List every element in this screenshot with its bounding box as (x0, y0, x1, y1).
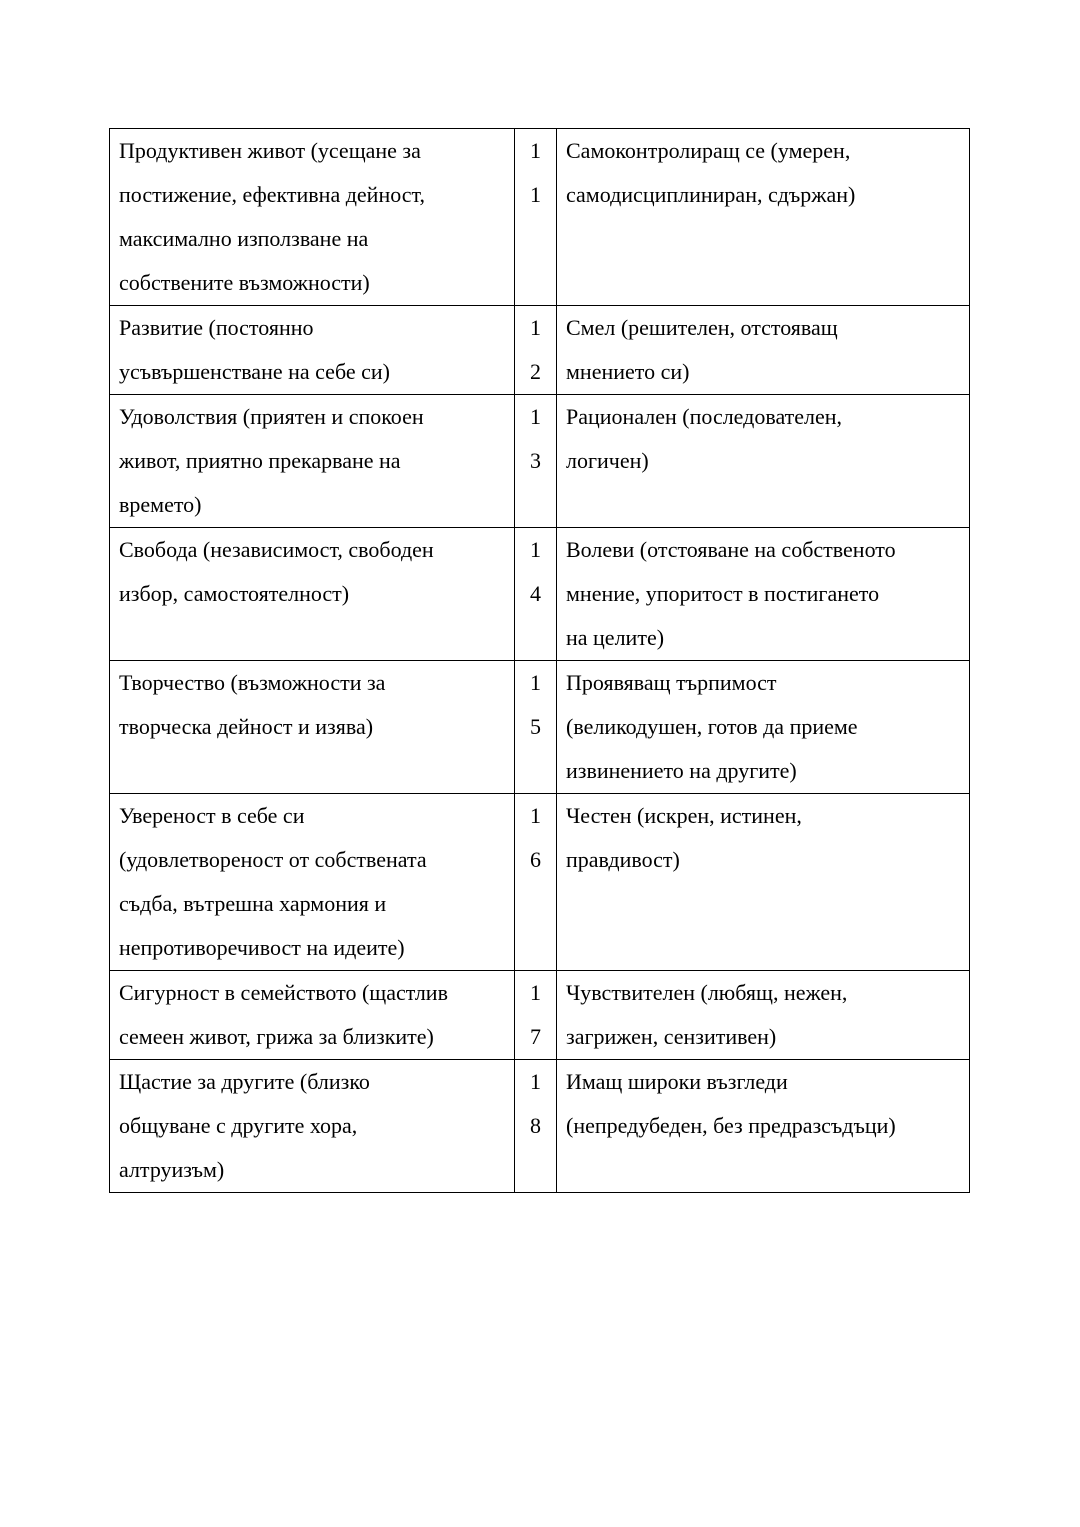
number-digit: 4 (530, 581, 541, 606)
quality-text: Самоконтролиращ се (умерен, самодисциплиниран, сдържан) (566, 138, 856, 207)
number-digit: 1 (530, 537, 541, 562)
number-digit: 6 (530, 847, 541, 872)
number-digit: 2 (530, 359, 541, 384)
value-cell (110, 528, 515, 661)
value-text: Удоволствия (приятен и спокоен живот, приятно прекарване на времето) (119, 404, 424, 517)
table-row (110, 971, 970, 1060)
quality-cell (557, 528, 970, 661)
number-digit: 1 (530, 182, 541, 207)
table-row (110, 129, 970, 306)
value-cell (110, 971, 515, 1060)
quality-text: Волеви (отстояване на собственото мнение, упоритост в постигането на целите) (566, 537, 896, 650)
number-digit: 1 (530, 1069, 541, 1094)
quality-cell (557, 661, 970, 794)
table-row (110, 1060, 970, 1193)
value-text: Увереност в себе си (удовлетвореност от собствената съдба, вътрешна хармония и непротиворечивост на идеите) (119, 803, 427, 960)
number-cell (515, 528, 557, 661)
quality-text: Честен (искрен, истинен, правдивост) (566, 803, 802, 872)
quality-text: Рационален (последователен, логичен) (566, 404, 843, 473)
number-cell (515, 395, 557, 528)
quality-text: Смел (решителен, отстояващ мнението си) (566, 315, 838, 384)
table-row (110, 794, 970, 971)
value-cell (110, 794, 515, 971)
quality-cell (557, 306, 970, 395)
number-digit: 1 (530, 980, 541, 1005)
number-digit: 8 (530, 1113, 541, 1138)
value-text: Продуктивен живот (усещане за постижение, ефективна дейност, максимално използване на собствените възможности) (119, 138, 426, 295)
number-digit: 7 (530, 1024, 541, 1049)
value-text: Творчество (възможности за творческа дейност и изява) (119, 670, 386, 739)
number-digit: 1 (530, 315, 541, 340)
quality-cell (557, 1060, 970, 1193)
table-row (110, 306, 970, 395)
value-cell (110, 661, 515, 794)
quality-text: Чувствителен (любящ, нежен, загрижен, сензитивен) (566, 980, 848, 1049)
table-row (110, 395, 970, 528)
number-cell (515, 306, 557, 395)
number-digit: 1 (530, 404, 541, 429)
quality-text: Проявяващ търпимост (великодушен, готов да приеме извинението на другите) (566, 670, 858, 783)
number-cell (515, 1060, 557, 1193)
quality-cell (557, 794, 970, 971)
value-text: Сигурност в семейството (щастлив семеен живот, грижа за близките) (119, 980, 448, 1049)
number-cell (515, 971, 557, 1060)
number-cell (515, 661, 557, 794)
value-cell (110, 395, 515, 528)
value-cell (110, 306, 515, 395)
number-digit: 5 (530, 714, 541, 739)
quality-cell (557, 395, 970, 528)
table-row (110, 528, 970, 661)
number-digit: 3 (530, 448, 541, 473)
quality-cell (557, 971, 970, 1060)
number-digit: 1 (530, 670, 541, 695)
value-text: Развитие (постоянно усъвършенстване на себе си) (119, 315, 390, 384)
table-row (110, 661, 970, 794)
number-cell (515, 794, 557, 971)
values-table (109, 128, 970, 1193)
quality-cell (557, 129, 970, 306)
value-text: Щастие за другите (близко общуване с другите хора, алтруизъм) (119, 1069, 370, 1182)
quality-text: Имащ широки възгледи (непредубеден, без предразсъдъци) (566, 1069, 896, 1138)
value-cell (110, 129, 515, 306)
number-cell (515, 129, 557, 306)
number-digit: 1 (530, 138, 541, 163)
value-cell (110, 1060, 515, 1193)
value-text: Свобода (независимост, свободен избор, самостоятелност) (119, 537, 434, 606)
number-digit: 1 (530, 803, 541, 828)
